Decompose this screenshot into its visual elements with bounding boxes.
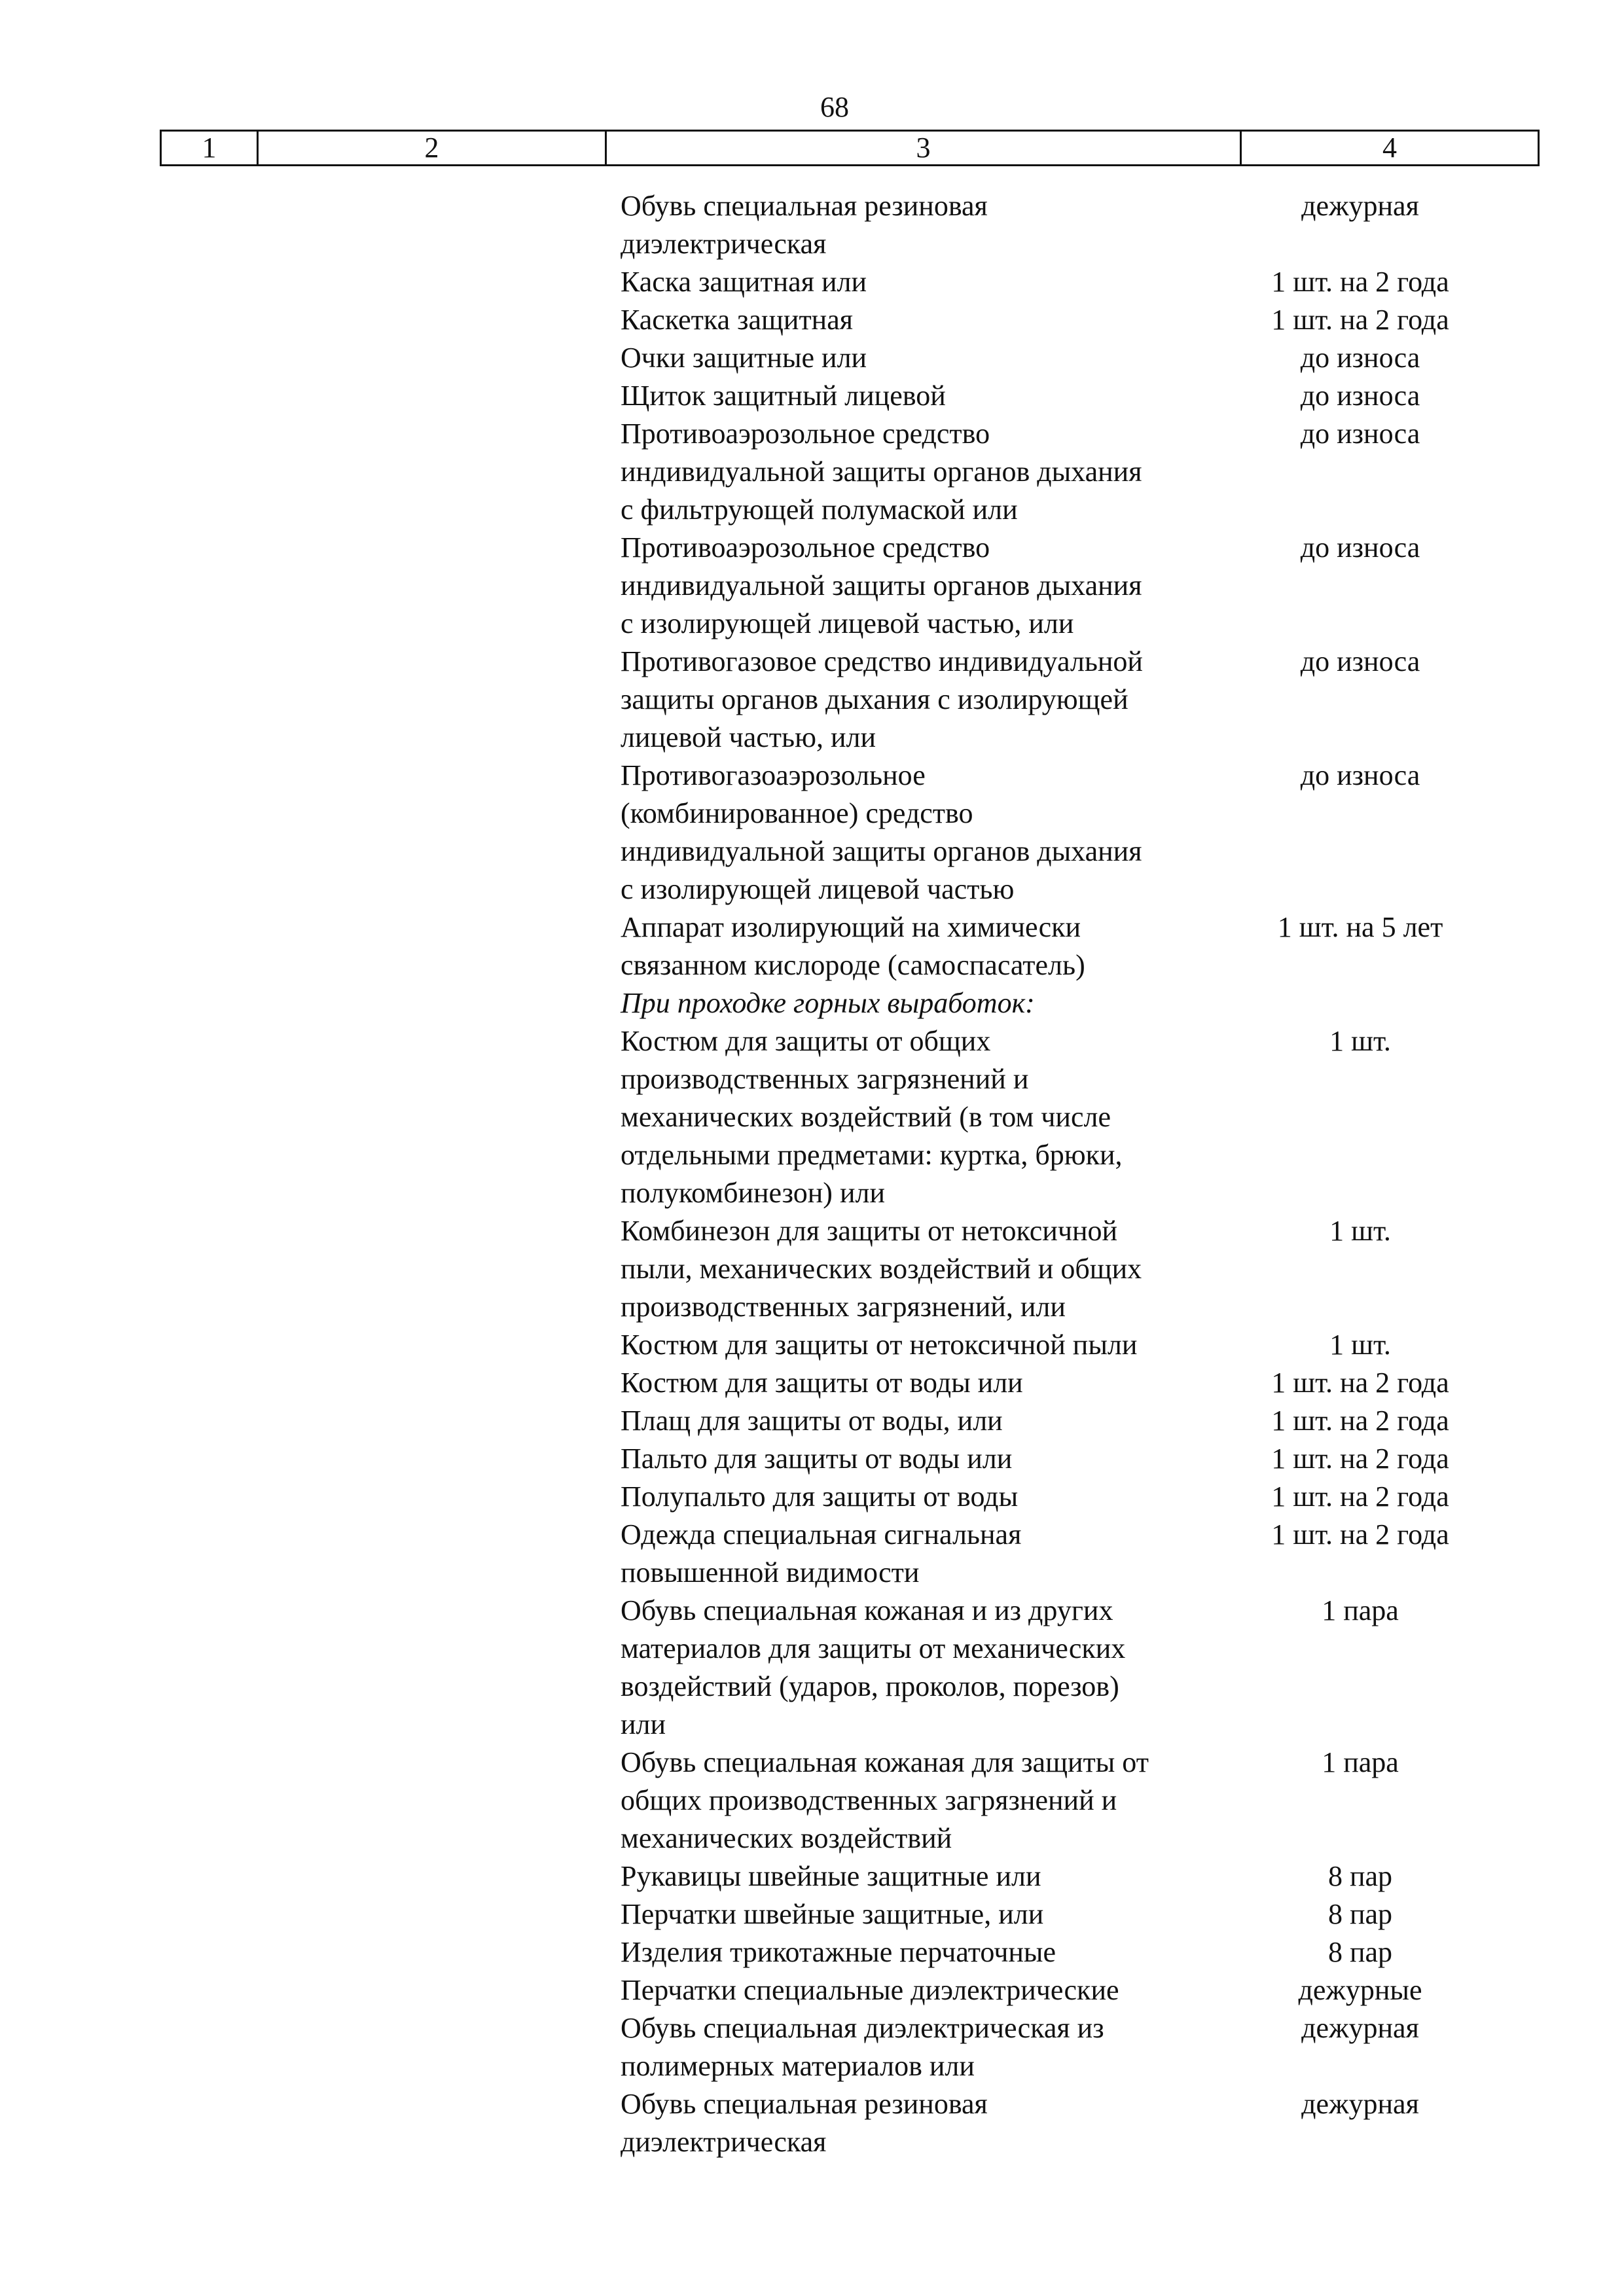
issue-norm: 1 шт. на 2 года: [1271, 1405, 1449, 1437]
table-row: [621, 415, 1524, 529]
item-name: Костюм для защиты от нетоксичной пыли: [621, 1329, 1138, 1361]
issue-norm: 1 пара: [1322, 1746, 1399, 1778]
item-name: Изделия трикотажные перчаточные: [621, 1936, 1056, 1968]
table-row: [621, 908, 1524, 984]
issue-norm: до износа: [1300, 342, 1420, 374]
issue-norm: дежурная: [1301, 190, 1419, 222]
item-name: Костюм для защиты от воды или: [621, 1367, 1023, 1399]
issue-norm: до износа: [1300, 645, 1420, 677]
issue-norm: дежурная: [1301, 2012, 1419, 2044]
issue-norm: до износа: [1300, 380, 1420, 412]
issue-norm: до износа: [1300, 418, 1420, 450]
item-name: Комбинезон для защиты от нетоксичной пыли, механических воздействий и общих производственных загрязнений, или: [621, 1215, 1142, 1323]
item-name: Обувь специальная резиновая диэлектрическая: [621, 2088, 988, 2158]
item-name: Полупальто для защиты от воды: [621, 1480, 1019, 1513]
table-row: [621, 1212, 1524, 1326]
issue-norm: 8 пар: [1327, 1936, 1393, 1968]
issue-norm: 1 шт. на 2 года: [1271, 266, 1449, 298]
item-name: Аппарат изолирующий на химически связанном кислороде (самоспасатель): [621, 911, 1085, 981]
table-row: [621, 1592, 1524, 1744]
issue-norm: 1 шт.: [1329, 1215, 1391, 1247]
issue-norm: 1 шт. на 2 года: [1271, 1443, 1449, 1475]
issue-norm: 1 шт.: [1329, 1025, 1391, 1057]
table-row: [621, 529, 1524, 643]
item-name: Обувь специальная диэлектрическая из полимерных материалов или: [621, 2012, 1104, 2082]
table-row: [621, 1857, 1524, 1895]
table-row: [621, 1440, 1524, 1478]
item-name: Костюм для защиты от общих производственных загрязнений и механических воздействий (в том числе отдельными предметами: куртка, брюки, полукомбинезон) или: [621, 1025, 1123, 1209]
table-row: [621, 1326, 1524, 1364]
issue-norm: дежурные: [1298, 1974, 1422, 2006]
table-row: [621, 339, 1524, 377]
column-number-header: [160, 130, 1540, 166]
issue-norm: 1 шт. на 2 года: [1271, 1518, 1449, 1551]
column-number-4: 4: [1382, 132, 1397, 164]
issue-norm: 1 шт. на 2 года: [1271, 304, 1449, 336]
table-row: [621, 1478, 1524, 1516]
issue-norm: до износа: [1300, 531, 1420, 564]
item-name: Противоаэрозольное средство индивидуальной защиты органов дыхания с изолирующей лицевой частью, или: [621, 531, 1142, 639]
table-row: [621, 1364, 1524, 1402]
column-number-3: 3: [607, 132, 1242, 164]
item-name: Одежда специальная сигнальная повышенной видимости: [621, 1518, 1022, 1588]
table-row: [621, 643, 1524, 757]
item-name: Обувь специальная кожаная для защиты от общих производственных загрязнений и механических воздействий: [621, 1746, 1149, 1854]
item-name: Противоаэрозольное средство индивидуальной защиты органов дыхания с фильтрующей полумаской или: [621, 418, 1142, 526]
item-name: Пальто для защиты от воды или: [621, 1443, 1013, 1475]
table-row: [621, 2085, 1524, 2161]
table-row: [621, 1744, 1524, 1857]
table-row: [621, 263, 1524, 301]
item-name: Противогазовое средство индивидуальной защиты органов дыхания с изолирующей лицевой частью, или: [621, 645, 1143, 753]
issue-norm: 1 шт.: [1329, 1329, 1391, 1361]
table-row: [621, 1022, 1524, 1212]
item-name: Перчатки специальные диэлектрические: [621, 1974, 1119, 2006]
section-heading: При проходке горных выработок:: [621, 987, 1035, 1019]
item-name: Каска защитная или: [621, 266, 867, 298]
table-row: [621, 377, 1524, 415]
table-row: [621, 2009, 1524, 2085]
item-name: Обувь специальная кожаная и из других материалов для защиты от механических воздействий (ударов, проколов, порезов) или: [621, 1594, 1126, 1740]
item-name: Каскетка защитная: [621, 304, 853, 336]
table-row: [621, 1971, 1524, 2009]
item-name: Обувь специальная резиновая диэлектрическая: [621, 190, 988, 260]
issue-norm: 1 шт. на 2 года: [1271, 1367, 1449, 1399]
column-number-2: 2: [259, 132, 607, 164]
table-row: [621, 1933, 1524, 1971]
table-row: [621, 1895, 1524, 1933]
item-name: Плащ для защиты от воды, или: [621, 1405, 1003, 1437]
table-row: [621, 187, 1524, 263]
table-row: [621, 1402, 1524, 1440]
table-row: [621, 301, 1524, 339]
table-row: [621, 757, 1524, 908]
item-name: Рукавицы швейные защитные или: [621, 1860, 1041, 1892]
item-name: Щиток защитный лицевой: [621, 380, 946, 412]
table-row: [621, 984, 1524, 1022]
table-row: [621, 1516, 1524, 1592]
issue-norm: 8 пар: [1327, 1898, 1393, 1930]
issue-norm: 8 пар: [1327, 1860, 1393, 1892]
item-name: Очки защитные или: [621, 342, 867, 374]
column-number-1: 1: [162, 132, 259, 164]
page-number: 68: [820, 91, 849, 123]
issue-norm: 1 шт. на 5 лет: [1277, 911, 1443, 943]
item-name: Противогазоаэрозольное (комбинированное) средство индивидуальной защиты органов дыхания с изолирующей лицевой частью: [621, 759, 1142, 905]
item-name: Перчатки швейные защитные, или: [621, 1898, 1044, 1930]
ppe-items-list: [621, 187, 1524, 2161]
issue-norm: 1 пара: [1322, 1594, 1399, 1626]
issue-norm: дежурная: [1301, 2088, 1419, 2120]
issue-norm: 1 шт. на 2 года: [1271, 1480, 1449, 1513]
issue-norm: до износа: [1300, 759, 1420, 791]
